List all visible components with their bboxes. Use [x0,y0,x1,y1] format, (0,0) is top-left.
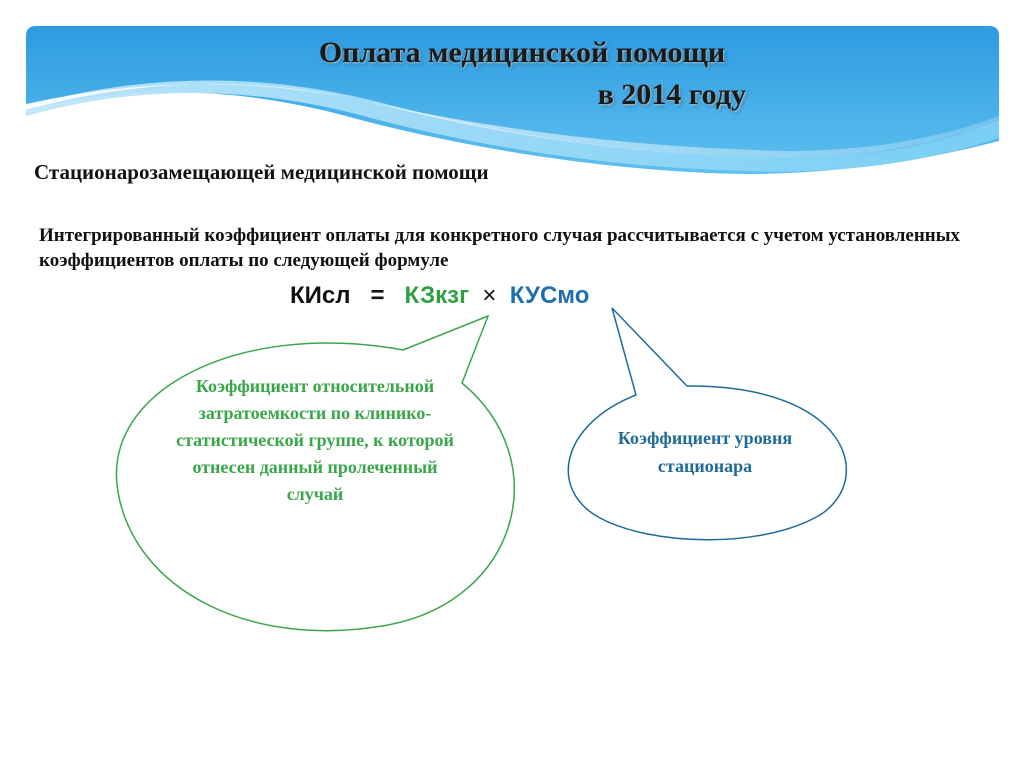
section-subtitle: Стационарозамещающей медицинской помощи [34,160,489,184]
blue-callout-text: Коэффициент уровня стационара [617,428,793,476]
formula-left: КИсл [290,282,351,309]
formula-term2: КУСмо [509,282,590,309]
formula-term1: КЗкзг [404,282,470,309]
green-callout-text: Коэффициент относительной затратоемкости по клинико-статистической группе, к которой отнесен данный пролеченный случай [176,376,454,504]
formula-equals: = [370,282,385,309]
page-title-line1: Оплата медицинской помощи [318,36,726,69]
description-paragraph: Интегрированный коэффициент оплаты для конкретного случая рассчитывается с учетом установленных коэффициентов оплаты по следующей формуле [39,225,961,271]
formula-operator: × [482,282,497,309]
page-title-line2: в 2014 году [597,78,746,111]
